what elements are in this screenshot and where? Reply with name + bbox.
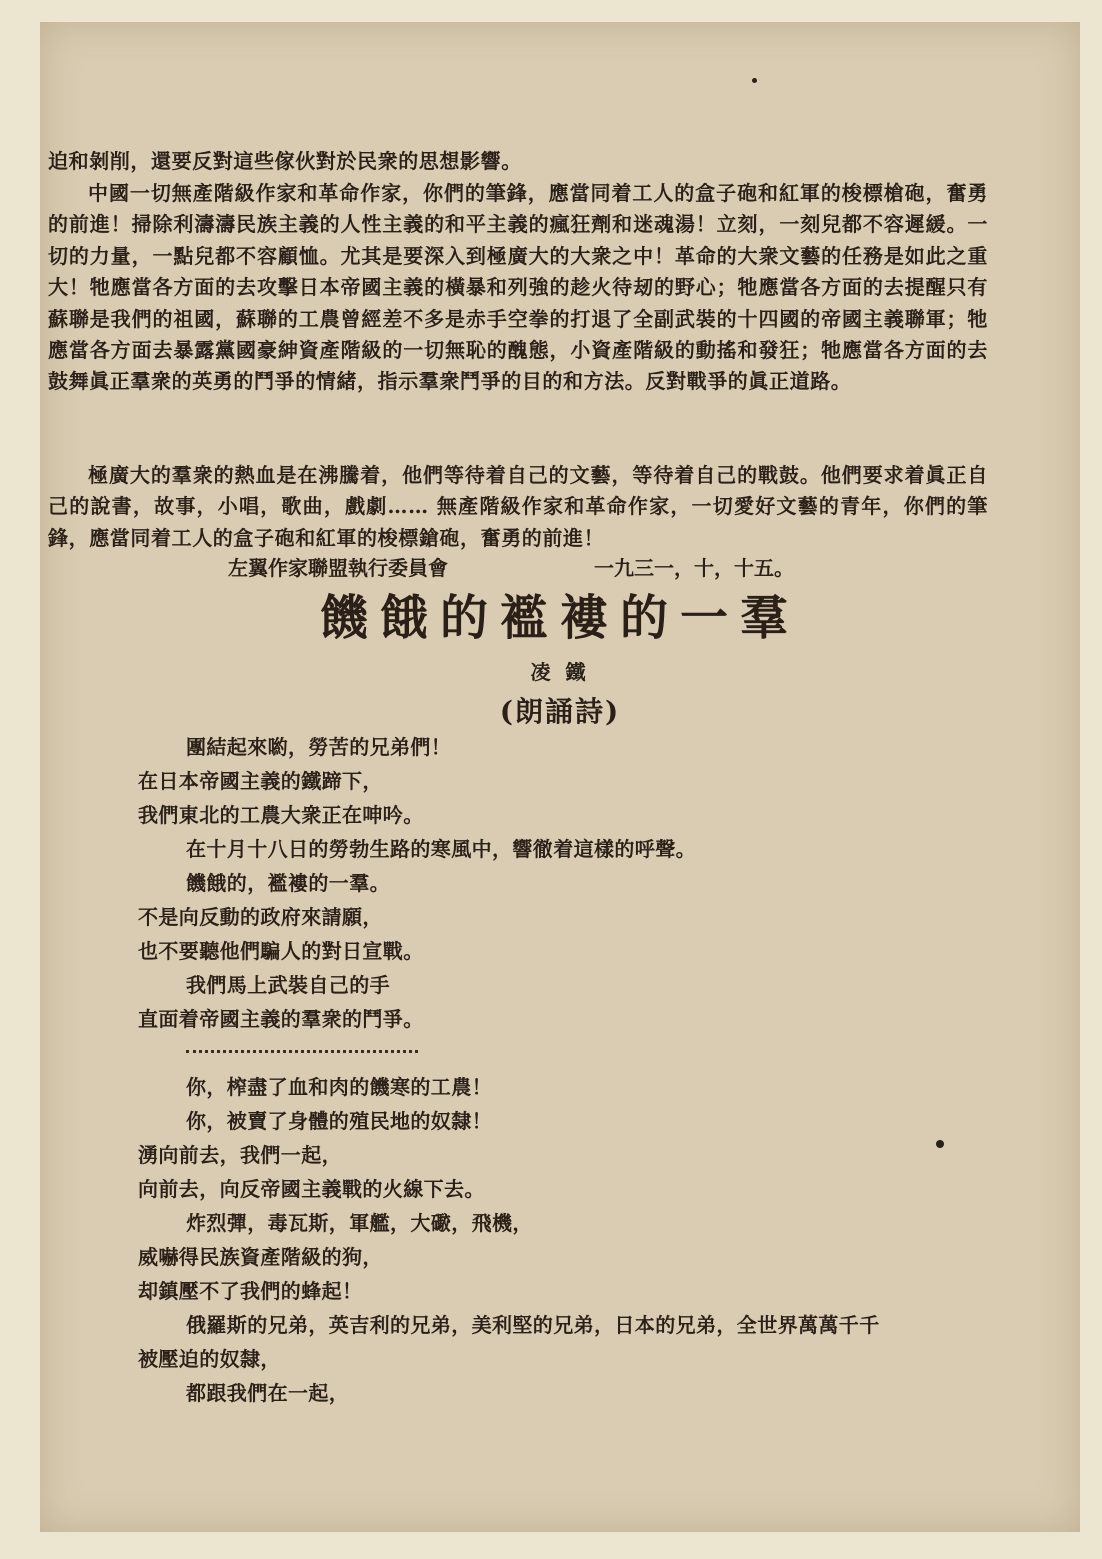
poem-line: 直面着帝國主義的羣衆的鬥爭。: [138, 1007, 424, 1031]
poem-line: 都跟我們在一起，: [186, 1381, 350, 1405]
scanned-page: [40, 22, 1080, 1532]
ink-speck: [752, 78, 757, 83]
paragraph-writers-call: 中國一切無產階級作家和革命作家，你們的筆鋒，應當同着工人的盒子砲和紅軍的梭標槍砲，奮勇的前進！掃除利濤濤民族主義的人性主義的和平主義的瘋狂劑和迷魂湯！立刻，一刻兒都不容遲緩。一切的力量，一點兒都不容顧恤。尤其是要深入到極廣大的大衆之中！革命的大衆文藝的任務是如此之重大！牠應當各方面的去攻擊日本帝國主義的橫暴和列強的趁火待刼的野心；牠應當各方面的去提醒只有蘇聯是我們的祖國，蘇聯的工農曾經差不多是赤手空拳的打退了全副武裝的十四國的帝國主義聯軍；牠應當各方面去暴露黨國豪紳資產階級的一切無恥的醜態，小資產階級的動搖和發狂；牠應當各方面的去鼓舞眞正羣衆的英勇的鬥爭的情緒，指示羣衆鬥爭的目的和方法。反對戰爭的眞正道路。: [48, 181, 988, 394]
poem-line: 不是向反動的政府來請願，: [138, 905, 383, 929]
ellipsis-separator: [186, 1050, 418, 1053]
poem-line: 俄羅斯的兄弟，英吉利的兄弟，美利堅的兄弟，日本的兄弟，全世界萬萬千千: [186, 1313, 880, 1337]
ink-speck: [936, 1140, 944, 1148]
poem-line: 我們馬上武裝自己的手: [186, 973, 390, 997]
poem-line: 我們東北的工農大衆正在呻吟。: [138, 803, 424, 827]
poem-line: 你，榨盡了血和肉的饑寒的工農！: [186, 1075, 492, 1099]
poem-subtitle: (朗誦詩): [499, 695, 621, 728]
signature-date: 一九三一，十，十五。: [594, 556, 794, 580]
poem-line: 你，被賣了身體的殖民地的奴隸！: [186, 1109, 492, 1133]
signature-org: 左翼作家聯盟執行委員會: [228, 556, 448, 580]
poem-line: 在十月十八日的勞勃生路的寒風中，響徹着這樣的呼聲。: [186, 837, 696, 861]
poem-line: 向前去，向反帝國主義戰的火線下去。: [138, 1177, 485, 1201]
poem-line: 炸烈彈，毒瓦斯，軍艦，大礮，飛機，: [186, 1211, 533, 1235]
poem-line: 在日本帝國主義的鐵蹄下，: [138, 769, 383, 793]
poem-line: 也不要聽他們騙人的對日宣戰。: [138, 939, 424, 963]
paragraph-masses: 極廣大的羣衆的熱血是在沸騰着，他們等待着自己的文藝，等待着自己的戰鼓。他們要求着眞正自己的說書，故事，小唱，歌曲，戲劇…… 無產階級作家和革命作家，一切愛好文藝的青年，你們的筆鋒，應當同着工人的盒子砲和紅軍的梭標鎗砲，奮勇的前進！: [48, 463, 988, 550]
poem-author: 凌 鐵: [530, 660, 590, 684]
poem-line: 饑餓的，襤褸的一羣。: [186, 871, 390, 895]
poem-line: 被壓迫的奴隸，: [138, 1347, 281, 1371]
poem-title: 饑餓的襤褸的一羣: [319, 590, 800, 646]
poem-line: 湧向前去，我們一起，: [138, 1143, 342, 1167]
paragraph-continuation: 迫和剝削，還要反對這些傢伙對於民衆的思想影響。: [48, 149, 522, 173]
poem-line: 團結起來喲，勞苦的兄弟們！: [186, 735, 452, 759]
poem-line: 威嚇得民族資產階級的狗，: [138, 1245, 383, 1269]
poem-line: 却鎮壓不了我們的蜂起！: [138, 1279, 363, 1303]
